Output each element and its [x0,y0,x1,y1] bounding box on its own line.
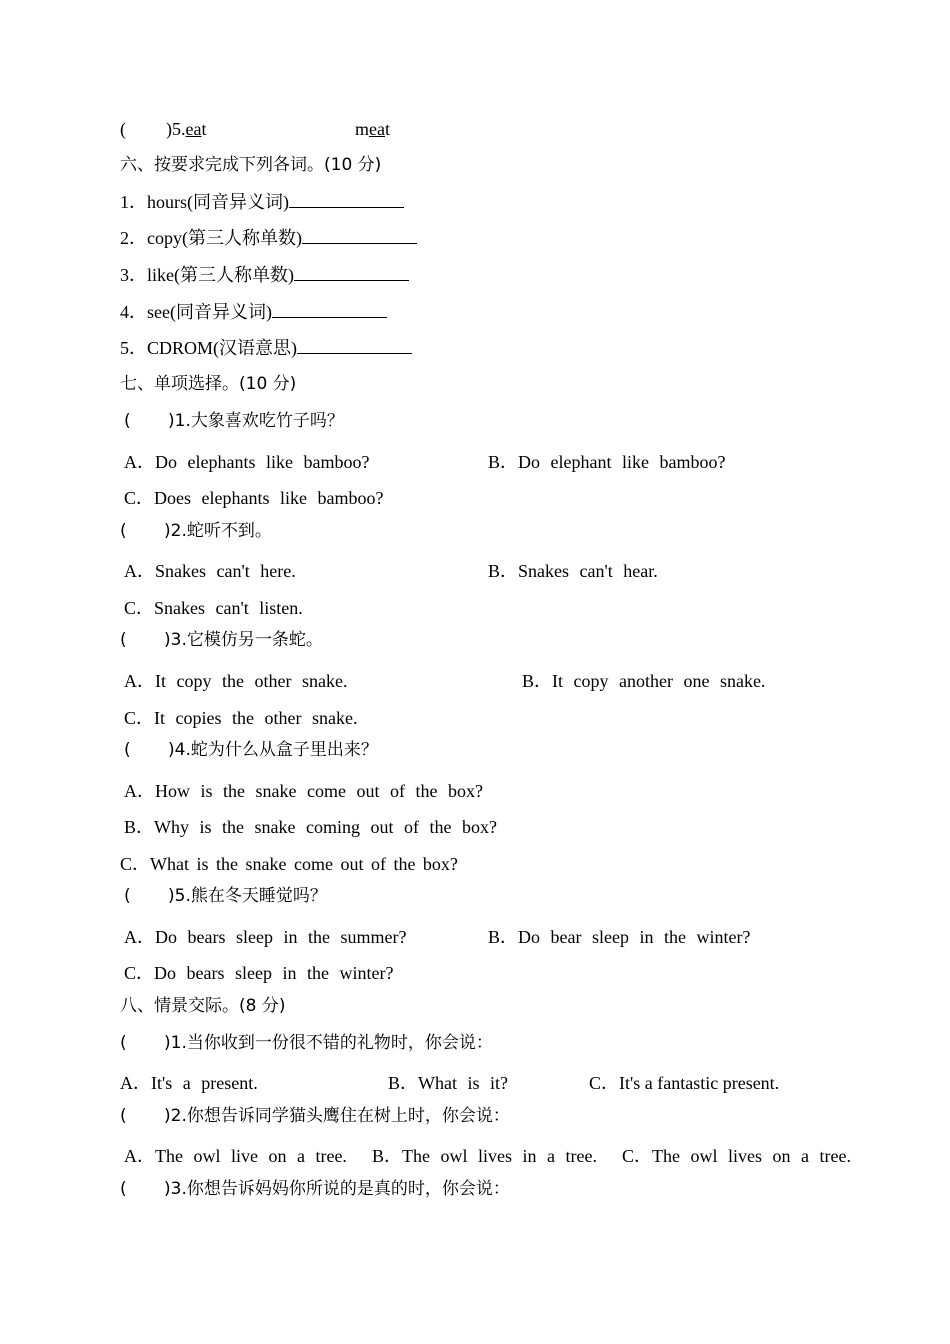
s8-q2-stem: ( )2.你想告诉同学猫头鹰住在树上时，你会说： [120,1106,510,1126]
section6-title: 六、按要求完成下列各词。(10 分) [120,155,382,175]
s7-q2-option-a[interactable]: A．Snakes can't here. [124,561,296,581]
s8-q3-stem: ( )3.你想告诉妈妈你所说的是真的时，你会说： [120,1179,510,1199]
s7-q5-option-a[interactable]: A．Do bears sleep in the summer? [124,927,407,947]
s8-q2-option-c[interactable]: C．The owl lives on a tree. [622,1146,851,1166]
s6-item-5: 5．CDROM(汉语意思) [120,337,412,359]
s7-q1-option-c[interactable]: C．Does elephants like bamboo? [124,488,384,508]
q5-word2: meat [355,119,391,139]
paren: ( [120,119,126,139]
s8-q1-option-c[interactable]: C．It's a fantastic present. [589,1073,780,1093]
s7-q1-option-b[interactable]: B．Do elephant like bamboo? [488,452,726,472]
s7-q3-option-b[interactable]: B．It copy another one snake. [522,671,766,691]
word2-underlined: ea [369,119,385,139]
s7-q2-option-b[interactable]: B．Snakes can't hear. [488,561,658,581]
answer-blank[interactable] [289,191,404,208]
s7-q1-stem: ( )1.大象喜欢吃竹子吗？ [124,411,344,431]
s8-q1-stem: ( )1.当你收到一份很不错的礼物时，你会说： [120,1033,493,1053]
q5-num: )5. [166,119,186,139]
s7-q3-option-a[interactable]: A．It copy the other snake. [124,671,348,691]
s8-q2-option-b[interactable]: B．The owl lives in a tree. [372,1146,597,1166]
s7-q4-option-a[interactable]: A．How is the snake come out of the box? [124,781,483,801]
s6-item-2: 2．copy(第三人称单数) [120,227,417,249]
answer-blank[interactable] [272,301,387,318]
s7-q5-option-c[interactable]: C．Do bears sleep in the winter? [124,963,394,983]
section7-title: 七、单项选择。(10 分) [120,374,297,394]
s7-q4-option-b[interactable]: B．Why is the snake coming out of the box? [124,817,497,837]
word1-underlined: ea [185,119,202,139]
s7-q4-option-c[interactable]: C．What is the snake come out of the box? [120,854,458,874]
s7-q1-option-a[interactable]: A．Do elephants like bamboo? [124,452,370,472]
s8-q1-option-a[interactable]: A．It's a present. [120,1073,258,1093]
s6-item-3: 3．like(第三人称单数) [120,264,409,286]
s6-item-4: 4．see(同音异义词) [120,301,387,323]
s7-q3-option-c[interactable]: C．It copies the other snake. [124,708,358,728]
s7-q3-stem: ( )3.它模仿另一条蛇。 [120,630,323,650]
s6-item-1: 1．hours(同音异义词) [120,191,404,213]
s8-q2-option-a[interactable]: A．The owl live on a tree. [124,1146,347,1166]
s7-q2-stem: ( )2.蛇听不到。 [120,521,272,541]
q5-word-row: ( )5.eat [120,119,207,139]
section8-title: 八、情景交际。(8 分) [120,996,286,1016]
answer-blank[interactable] [302,227,417,244]
answer-blank[interactable] [294,264,409,281]
answer-blank[interactable] [297,337,412,354]
s7-q4-stem: ( )4.蛇为什么从盒子里出来？ [124,740,378,760]
s8-q1-option-b[interactable]: B．What is it? [388,1073,508,1093]
s7-q2-option-c[interactable]: C．Snakes can't listen. [124,598,303,618]
s7-q5-option-b[interactable]: B．Do bear sleep in the winter? [488,927,751,947]
s7-q5-stem: ( )5.熊在冬天睡觉吗？ [124,886,327,906]
